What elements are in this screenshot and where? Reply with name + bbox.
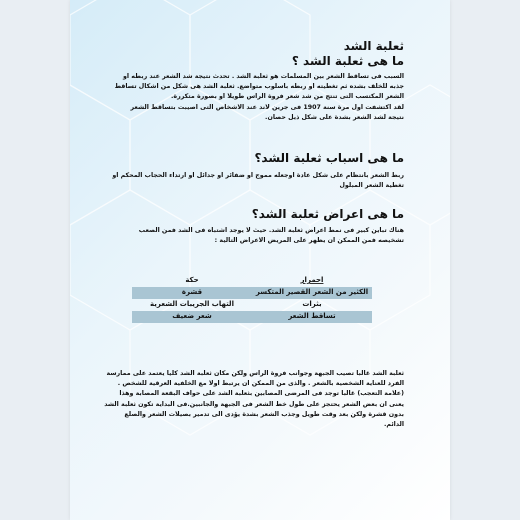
table-row xyxy=(132,275,372,287)
table-cell: قشرة xyxy=(181,288,203,296)
table-cell: تساقط الشعر xyxy=(288,312,336,320)
table-cell: حكة xyxy=(185,276,199,284)
paragraph-line: ثعلبة الشد غالبا تصيب الجبهة وجوانب فروة الراس ولكن مكان ثعلبة الشد كليا يعتمد على ممارسة xyxy=(106,370,404,377)
closing-paragraph xyxy=(104,369,404,430)
table-cell: احمرار xyxy=(300,276,324,284)
table-cell: التهاب الجريبات الشعرية xyxy=(150,300,234,308)
section-what-paragraph xyxy=(104,72,404,123)
table-row xyxy=(132,311,372,323)
section-symptoms-paragraph xyxy=(104,226,404,246)
document-content xyxy=(70,0,450,520)
table-cell: شعر ضعيف xyxy=(172,312,212,320)
paragraph-line: نتيجة لشد الشعر بشدة على شكل ذيل حصان. xyxy=(265,113,404,121)
paragraph-line: تغطية الشعر المبلول xyxy=(339,182,404,190)
section-symptoms-heading: ما هى اعراض ثعلبة الشد؟ xyxy=(251,207,404,221)
paragraph-line: لقد اكتشفت اول مرة سنة 1907 فى جرين لاند عند الاشخاص التى اصيبت بتساقط الشعر xyxy=(130,103,404,111)
paragraph-line: هناك تباين كبير فى نمط اعراض ثعلبة الشد. حيث لا يوجد اشتباه فى الشد فمن الصعب xyxy=(138,227,404,234)
paragraph-line: الشعر المكتسب التى تنتج من شد شعر فروة الراس طويلا او بصورة متكررة. xyxy=(170,93,404,101)
page-title: ثعلبة الشد xyxy=(343,39,404,53)
document-page xyxy=(70,0,450,520)
table-cell: الكثير من الشعر القصير المتكسر xyxy=(255,288,369,296)
section-causes-paragraph xyxy=(104,171,404,191)
paragraph-line: الفرد للعناية الشخصية بالشعر . والذى من الممكن ان يرتبط اولا مع الخلفية العرقية للشخص . xyxy=(117,380,404,388)
paragraph-line: (علامة التعجب) غالبا توجد فى المرضى المصابين بثعلبة الشد على حواف البقعة المصابة وهذا xyxy=(119,390,404,398)
table-cell: بثرات xyxy=(302,300,322,308)
section-what-heading: ما هى ثعلبة الشد ؟ xyxy=(291,54,404,68)
paragraph-line: تشخيصه فمن الممكن ان يظهر على المريض الاعراض التالية : xyxy=(214,237,404,245)
table-row xyxy=(132,299,372,311)
table-row xyxy=(132,287,372,299)
section-causes-heading: ما هى اسباب ثعلبة الشد؟ xyxy=(254,151,404,165)
symptoms-table xyxy=(132,275,372,323)
paragraph-line: السبب فى تساقط الشعر بين المسلمات هو ثعلبة الشد . تحدث نتيجة شد الشعر عند ربطه او xyxy=(122,73,404,80)
paragraph-line: جذبه للخلف بشده ثم تغطيته او ربطه باسلوب متواضع. ثعلبة الشد هى شكل من اشكال تساقط xyxy=(114,83,404,91)
paragraph-line: ربط الشعر بانتظام على شكل عادة اوجعله مموج او ضفائر او جدائل او ارتداء الحجاب المحكم او xyxy=(112,172,404,179)
paragraph-line: بدون قشرة ولكن بعد وقت طويل وجذب الشعر بشدة يؤدى الى تدمير بصيلات الشعر والصلع الدائم. xyxy=(124,410,404,429)
paragraph-line: يعنى ان بعض الشعر يحتجز على طول خط الشعر فى الجبهة والجانبين.فى البداية تكون ثعلبة الشد xyxy=(104,400,404,408)
